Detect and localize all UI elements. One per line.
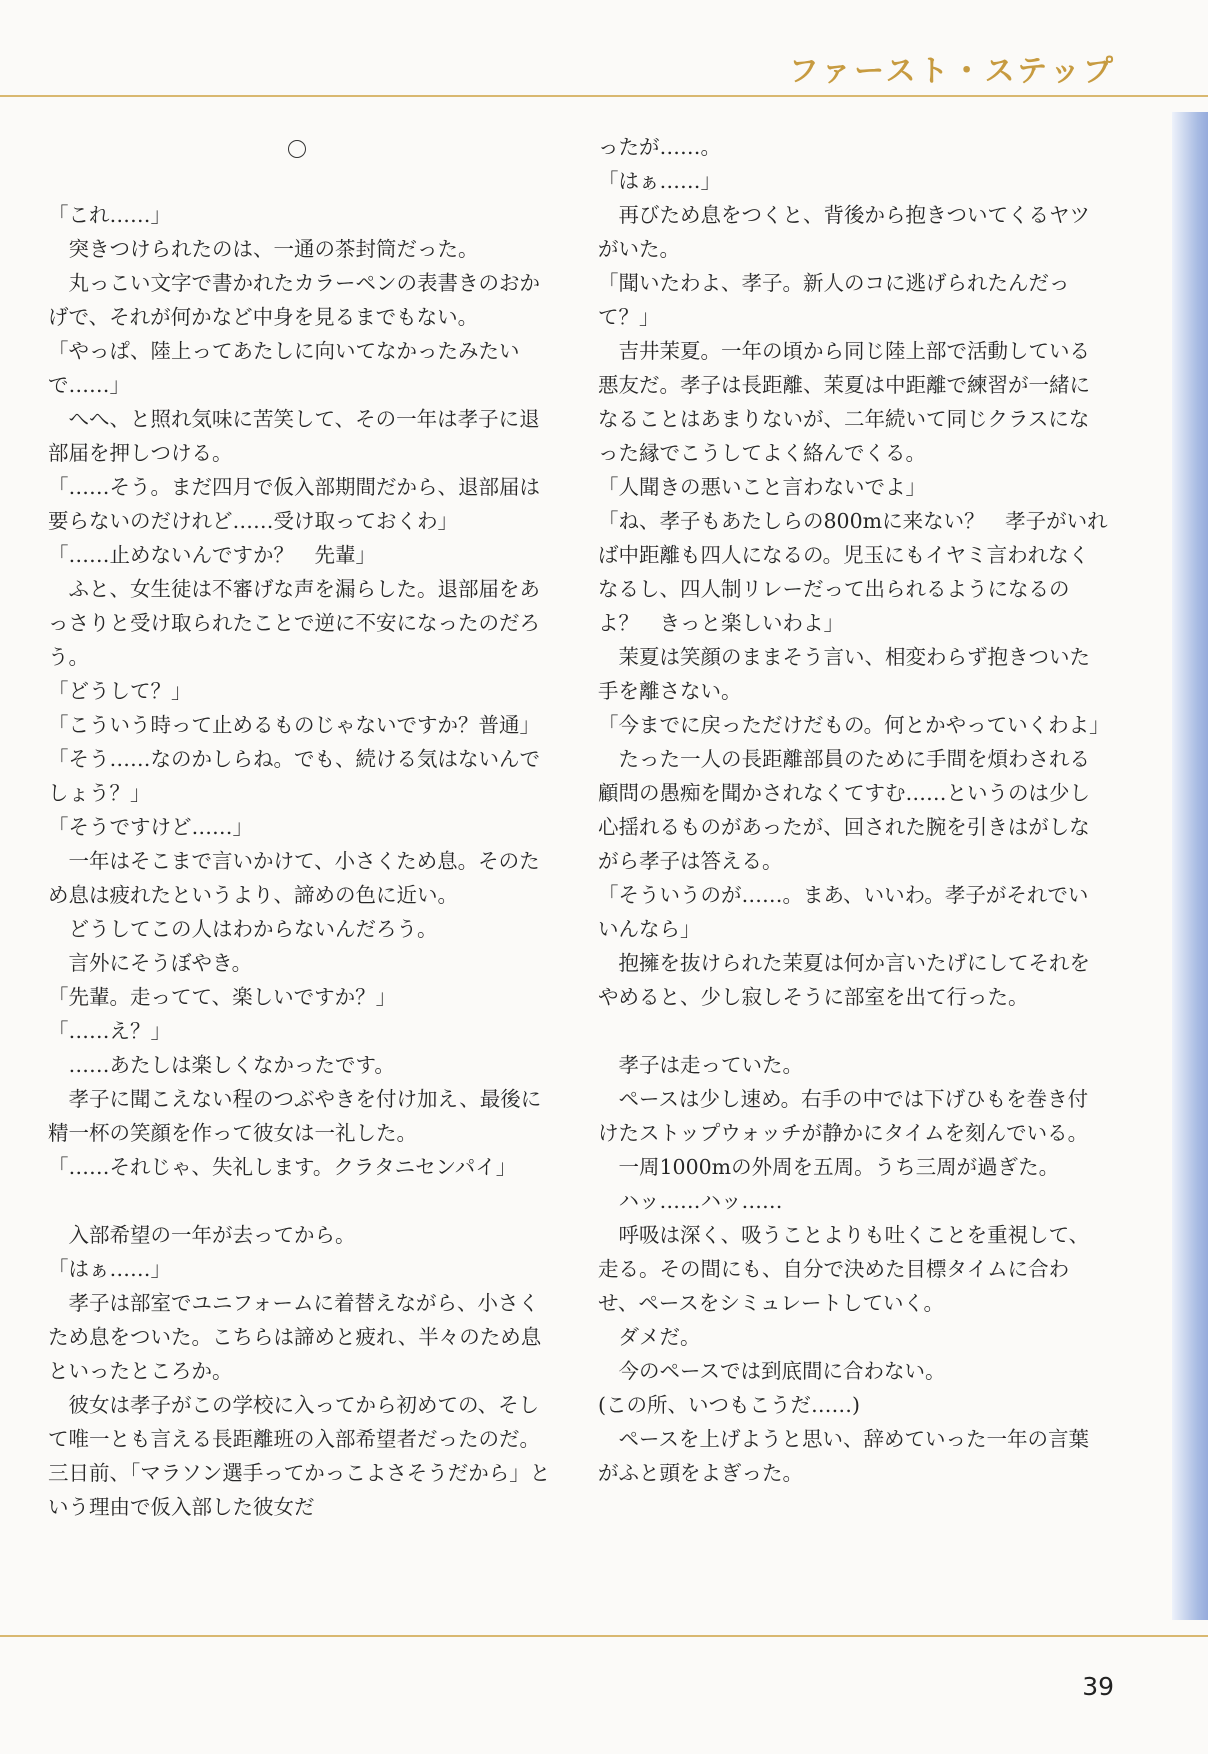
paragraph: へへ、と照れ気味に苦笑して、その一年は孝子に退部届を押しつける。 [48,407,540,465]
blank-line [48,164,558,198]
paragraph: 「……そう。まだ四月で仮入部期間だから、退部届は要らないのだけれど……受け取っておくわ」 [48,475,540,533]
paragraph: 孝子に聞こえない程のつぶやきを付け加え、最後に精一杯の笑顔を作って彼女は一礼した。 [48,1087,542,1145]
paragraph: ふと、女生徒は不審げな声を漏らした。退部届をあっさりと受け取られたことで逆に不安になったのだろう。 [48,577,540,669]
paragraph: 呼吸は深く、吸うことよりも吐くことを重視して、走る。その間にも、自分で決めた目標タイムに合わせ、ペースをシミュレートしていく。 [598,1223,1090,1315]
paragraph: 「ね、孝子もあたしらの800mに来ない？ 孝子がいれば中距離も四人になるの。児玉にもイヤミ言われなくなるし、四人制リレーだって出られるようになるのよ？ きっと楽しいわよ」 [598,509,1108,635]
paragraph: 「……それじゃ、失礼します。クラタニセンパイ」 [48,1155,517,1179]
paragraph: ダメだ。 [618,1325,701,1349]
paragraph: 丸っこい文字で書かれたカラーペンの表書きのおかげで、それが何かなど中身を見るまでもない。 [48,271,540,329]
paragraph: 「先輩。走ってて、楽しいですか？」 [48,985,397,1009]
blank-line [598,1014,1108,1048]
paragraph: 抱擁を抜けられた茉夏は何か言いたげにしてそれをやめると、少し寂しそうに部室を出て行った。 [598,951,1090,1009]
paragraph: 一年はそこまで言いかけて、小さくため息。そのため息は疲れたというより、諦めの色に近い。 [48,849,540,907]
paragraph: ……あたしは楽しくなかったです。 [68,1053,395,1077]
paragraph: 「はぁ……」 [598,169,721,193]
paragraph: どうしてこの人はわからないんだろう。 [68,917,438,941]
paragraph: (この所、いつもこうだ……) [598,1393,860,1417]
paragraph: 孝子は走っていた。 [618,1053,803,1077]
paragraph: 「どうして？」 [48,679,192,703]
paragraph: たった一人の長距離部員のために手間を煩わされる顧問の愚痴を聞かされなくてすむ……というのは少し心揺れるものがあったが、回された腕を引きはがしながら孝子は答える。 [598,747,1090,873]
paragraph: 突きつけられたのは、一通の茶封筒だった。 [68,237,479,261]
paragraph: 「はぁ……」 [48,1257,171,1281]
paragraph: 「やっぱ、陸上ってあたしに向いてなかったみたいで……」 [48,339,520,397]
paragraph: ペースを上げようと思い、辞めていった一年の言葉がふと頭をよぎった。 [598,1427,1089,1485]
paragraph: 「こういう時って止めるものじゃないですか？普通」 [48,713,540,737]
paragraph: 「……え？」 [48,1019,171,1043]
paragraph: 「そうですけど……」 [48,815,253,839]
paragraph: 「そう……なのかしらね。でも、続ける気はないんでしょう？」 [48,747,540,805]
header-rule [0,95,1208,97]
paragraph: 「そういうのが……。まあ、いいわ。孝子がそれでいいんなら」 [598,883,1089,941]
paragraph: 「今までに戻っただけだもの。何とかやっていくわよ」 [598,713,1110,737]
paragraph: 吉井茉夏。一年の頃から同じ陸上部で活動している悪友だ。孝子は長距離、茉夏は中距離で練習が一緒になることはあまりないが、二年続いて同じクラスになった縁でこうしてよく絡んでくる。 [598,339,1090,465]
paragraph: ペースは少し速め。右手の中では下げひもを巻き付けたストップウォッチが静かにタイムを刻んでいる。 [598,1087,1089,1145]
paragraph: 「聞いたわよ、孝子。新人のコに逃げられたんだって？」 [598,271,1070,329]
paragraph: 「……止めないんですか？ 先輩」 [48,543,376,567]
circle-icon [288,140,306,158]
paragraph: ハッ……ハッ…… [618,1189,783,1213]
footer-rule [0,1635,1208,1637]
running-header-title: ファースト・ステップ [788,54,1116,89]
paragraph: 今のペースでは到底間に合わない。 [618,1359,946,1383]
paragraph: 茉夏は笑顔のままそう言い、相変わらず抱きついた手を離さない。 [598,645,1090,703]
paragraph: 「これ……」 [48,203,171,227]
paragraph: 入部希望の一年が去ってから。 [68,1223,356,1247]
paragraph: 再びため息をつくと、背後から抱きついてくるヤツがいた。 [598,203,1090,261]
side-color-band [1172,112,1208,1620]
section-break-marker [48,130,558,164]
paragraph: 彼女は孝子がこの学校に入ってから初めての、そして唯一とも言える長距離班の入部希望者だったのだ。三日前、「マラソン選手ってかっこよさそうだから」という理由で仮入部した彼女だ [48,1393,551,1519]
right-text-column [598,130,1108,1490]
paragraph: 孝子は部室でユニフォームに着替えながら、小さくため息をついた。こちらは諦めと疲れ、半々のため息といったところか。 [48,1291,542,1383]
paragraph: 「人聞きの悪いこと言わないでよ」 [598,475,926,499]
paragraph: ったが……。 [598,135,721,159]
paragraph: 言外にそうぼやき。 [68,951,253,975]
page-number: 39 [1082,1672,1114,1701]
left-text-column [48,130,558,1524]
paragraph: 一周1000mの外周を五周。うち三周が過ぎた。 [618,1155,1060,1179]
blank-line [48,1184,558,1218]
